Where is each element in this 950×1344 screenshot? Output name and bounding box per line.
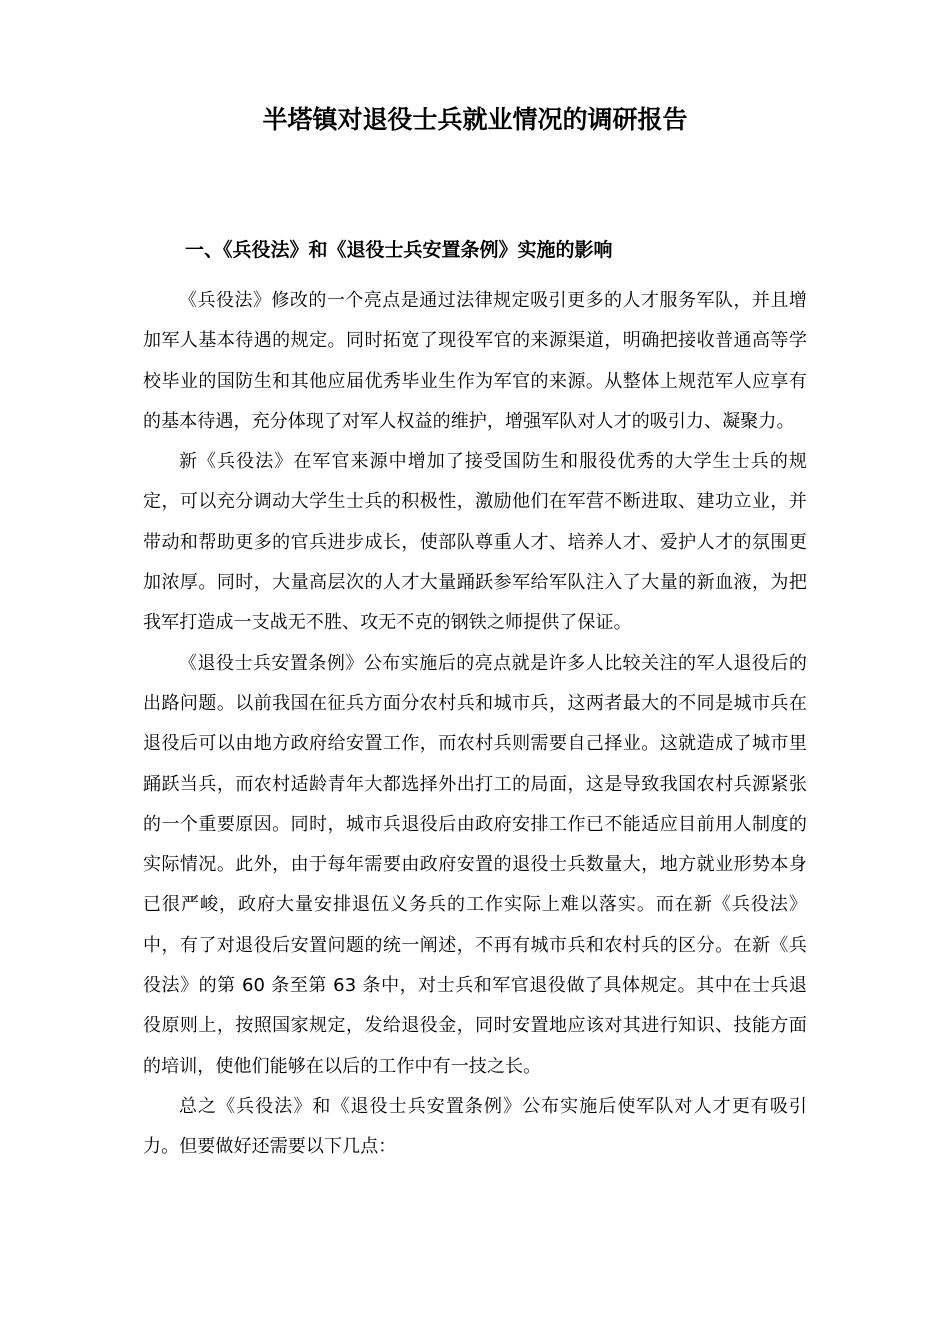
section-heading: 一、《兵役法》和《退役士兵安置条例》实施的影响 bbox=[185, 239, 613, 261]
document-body bbox=[143, 281, 807, 1168]
paragraph-1: 《兵役法》修改的一个亮点是通过法律规定吸引更多的人才服务军队，并且增加军人基本待遇的规定。同时拓宽了现役军官的来源渠道，明确把接收普通高等学校毕业的国防生和其他应届优秀毕业生作为军官的来源。从整体上规范军人应享有的基本待遇，充分体现了对军人权益的维护，增强军队对人才的吸引力、凝聚力。 bbox=[143, 290, 807, 432]
paragraph-3: 《退役士兵安置条例》公布实施后的亮点就是许多人比较关注的军人退役后的出路问题。以前我国在征兵方面分农村兵和城市兵，这两者最大的不同是城市兵在退役后可以由地方政府给安置工作，而农村兵则需要自己择业。这就造成了城市里踊跃当兵，而农村适龄青年大都选择外出打工的局面，这是导致我国农村兵源紧张的一个重要原因。同时，城市兵退役后由政府安排工作已不能适应目前用人制度的实际情况。此外，由于每年需要由政府安置的退役士兵数量大，地方就业形势本身已很严峻，政府大量安排退伍义务兵的工作实际上难以落实。而在新《兵役法》中，有了对退役后安置问题的统一阐述，不再有城市兵和农村兵的区分。在新《兵役法》的第 60 条至第 63 条中，对士兵和军官退役做了具体规定。其中在士兵退役原则上，按照国家规定，发给退役金，同时安置地应该对其进行知识、技能方面的培训，使他们能够在以后的工作中有一技之长。 bbox=[143, 652, 807, 1077]
paragraph-4: 总之《兵役法》和《退役士兵安置条例》公布实施后使军队对人才更有吸引力。但要做好还需要以下几点： bbox=[143, 1095, 807, 1158]
document-title: 半塔镇对退役士兵就业情况的调研报告 bbox=[262, 105, 688, 134]
paragraph-2: 新《兵役法》在军官来源中增加了接受国防生和服役优秀的大学生士兵的规定，可以充分调动大学生士兵的积极性，激励他们在军营不断进取、建功立业，并带动和帮助更多的官兵进步成长，使部队尊重人才、培养人才、爱护人才的氛围更加浓厚。同时，大量高层次的人才大量踊跃参军给军队注入了大量的新血液，为把我军打造成一支战无不胜、攻无不克的钢铁之师提供了保证。 bbox=[143, 451, 807, 634]
